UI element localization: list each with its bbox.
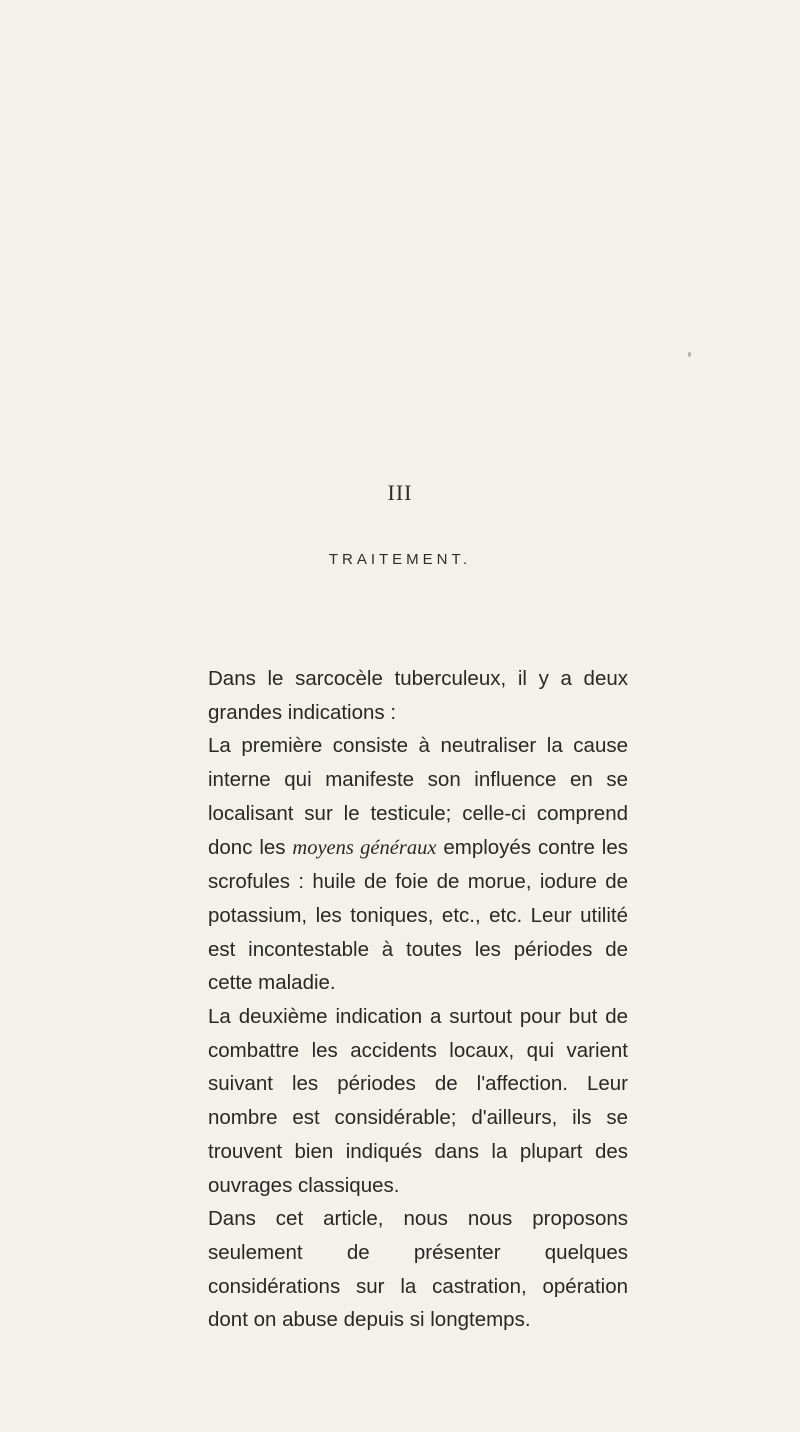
paragraph-second-indication: La deuxième indication a surtout pour but de combattre les accidents locaux, qui varient suivant les périodes de l'affection. Leur nombre est considérable; d'ailleurs, ils se trouvent bien indiqués dans la plupart des ouvrages classiques. — [208, 1005, 628, 1197]
paragraph-castration: Dans cet article, nous nous proposons seulement de présenter quelques considérations sur la castration, opération dont on abuse depuis si longtemps. — [208, 1207, 628, 1332]
paragraph-first-indication-part2: employés contre les scrofules : huile de foie de morue, iodure de potassium, les toniques, etc., etc. Leur utilité est incontestable à toutes les périodes de cette maladie. — [208, 835, 628, 995]
section-number: III — [387, 480, 413, 505]
paragraph-indications: Dans le sarcocèle tuberculeux, il y a deux grandes indications : — [208, 667, 628, 724]
section-title: TRAITEMENT. — [328, 551, 472, 568]
emphasis-moyens-generaux: moyens généraux — [292, 836, 437, 859]
paragraph-first-indication — [208, 729, 628, 1000]
body-text — [208, 662, 628, 1337]
paper-speck — [688, 352, 691, 357]
paragraph-first-indication-part1: La première consiste à neutraliser la cause interne qui manifeste son influence en se localisant sur le testicule; celle-ci comprend donc les — [208, 734, 628, 859]
